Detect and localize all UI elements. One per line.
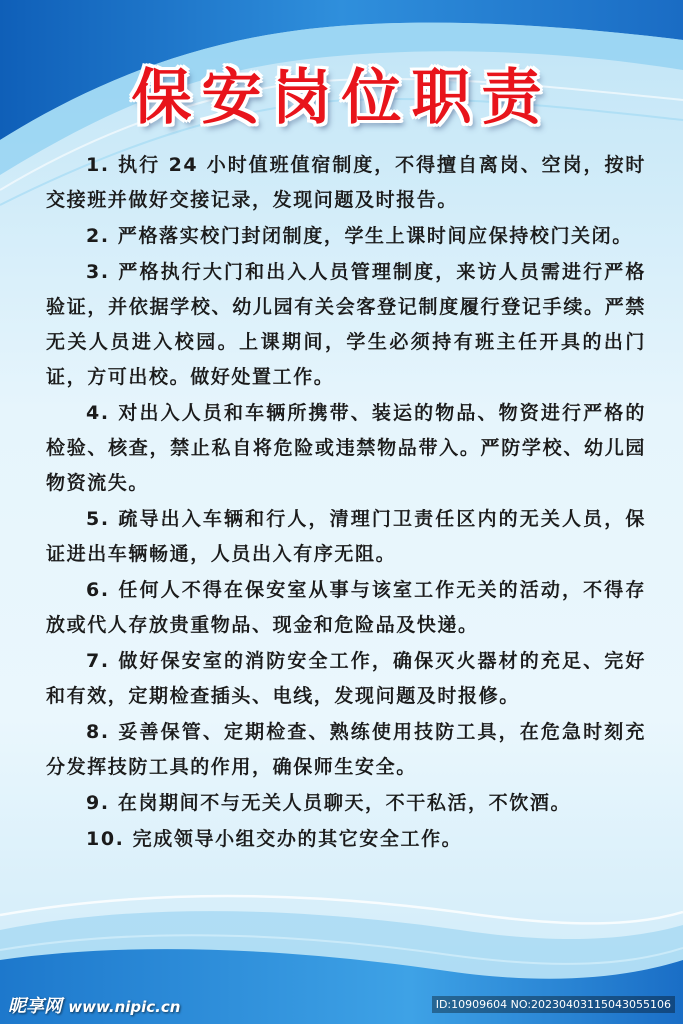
duty-item-10: 10. 完成领导小组交办的其它安全工作。 — [86, 828, 463, 850]
duty-item-8: 8. 妥善保管、定期检查、熟练使用技防工具，在危急时刻充分发挥技防工具的作用，确保师生安全。 — [46, 721, 646, 778]
duty-item-9: 9. 在岗期间不与无关人员聊天，不干私活，不饮酒。 — [86, 792, 572, 814]
duty-item-3: 3. 严格执行大门和出入人员管理制度，来访人员需进行严格验证，并依据学校、幼儿园有关会客登记制度履行登记手续。严禁无关人员进入校园。上课期间，学生必须持有班主任开具的出门证，方可出校。做好处置工作。 — [46, 261, 646, 388]
watermark-id: ID:10909604 NO:20230403115043055106 — [432, 996, 675, 1013]
duty-item-2: 2. 严格落实校门封闭制度，学生上课时间应保持校门关闭。 — [86, 225, 633, 247]
page-title: 保安岗位职责 — [131, 63, 552, 133]
watermark-logo-text: 昵享网 — [8, 996, 62, 1017]
duty-item-5: 5. 疏导出入车辆和行人，清理门卫责任区内的无关人员，保证进出车辆畅通，人员出入有序无阻。 — [46, 508, 646, 565]
duty-item-1: 1. 执行 24 小时值班值宿制度，不得擅自离岗、空岗，按时交接班并做好交接记录，发现问题及时报告。 — [46, 154, 646, 211]
duty-item-7: 7. 做好保安室的消防安全工作，确保灭火器材的充足、完好和有效，定期检查插头、电线，发现问题及时报修。 — [46, 650, 646, 707]
duty-item-4: 4. 对出入人员和车辆所携带、装运的物品、物资进行严格的检验、核查，禁止私自将危险或违禁物品带入。严防学校、幼儿园物资流失。 — [46, 402, 646, 494]
watermark-url: www.nipic.cn — [68, 998, 181, 1016]
duty-list — [46, 148, 646, 858]
duty-item-6: 6. 任何人不得在保安室从事与该室工作无关的活动，不得存放或代人存放贵重物品、现金和危险品及快递。 — [46, 579, 646, 636]
watermark-logo — [8, 992, 180, 1018]
